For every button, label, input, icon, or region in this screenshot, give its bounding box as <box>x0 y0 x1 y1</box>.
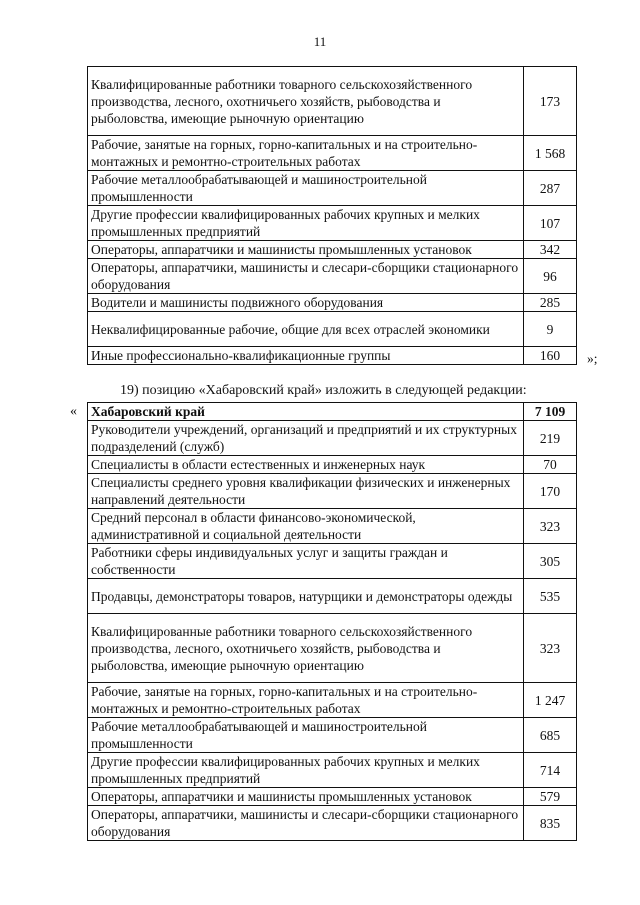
row-label: Рабочие металлообрабатывающей и машиностроительной промышленности <box>88 718 524 753</box>
row-label: Специалисты в области естественных и инженерных наук <box>88 456 524 474</box>
row-label: Операторы, аппаратчики, машинисты и слесари-сборщики стационарного оборудования <box>88 806 524 841</box>
row-label: Операторы, аппаратчики и машинисты промышленных установок <box>88 788 524 806</box>
table-row <box>88 806 577 841</box>
row-label: Квалифицированные работники товарного сельскохозяйственного производства, лесного, охотничьего хозяйств, рыбоводства и рыболовства, имеющие рыночную ориентацию <box>88 614 524 683</box>
row-label: Иные профессионально-квалификационные группы <box>88 347 524 365</box>
row-value: 170 <box>524 474 577 509</box>
row-label: Другие профессии квалифицированных рабочих крупных и мелких промышленных предприятий <box>88 753 524 788</box>
table-row <box>88 509 577 544</box>
row-label: Руководители учреждений, организаций и предприятий и их структурных подразделений (служб) <box>88 421 524 456</box>
row-value: 96 <box>524 259 577 294</box>
amendment-instruction: 19) позицию «Хабаровский край» изложить в следующей редакции: <box>120 383 527 398</box>
row-value: 535 <box>524 579 577 614</box>
row-label: Рабочие, занятые на горных, горно-капитальных и на строительно-монтажных и ремонтно-строительных работах <box>88 683 524 718</box>
row-value: 1 247 <box>524 683 577 718</box>
occupation-table-khabarovsk <box>87 402 577 841</box>
table-row <box>88 788 577 806</box>
row-value: 107 <box>524 206 577 241</box>
table-row <box>88 718 577 753</box>
table-row <box>88 241 577 259</box>
opening-quote-mark: « <box>70 404 77 419</box>
table-row <box>88 347 577 365</box>
occupation-table-previous-region <box>87 66 577 365</box>
row-value: 323 <box>524 509 577 544</box>
region-total: 7 109 <box>524 403 577 421</box>
table-row <box>88 206 577 241</box>
table-row <box>88 421 577 456</box>
row-value: 1 568 <box>524 136 577 171</box>
row-value: 285 <box>524 294 577 312</box>
row-label: Неквалифицированные рабочие, общие для всех отраслей экономики <box>88 312 524 347</box>
row-label: Другие профессии квалифицированных рабочих крупных и мелких промышленных предприятий <box>88 206 524 241</box>
table-header-row <box>88 403 577 421</box>
row-label: Специалисты среднего уровня квалификации физических и инженерных направлений деятельности <box>88 474 524 509</box>
row-value: 305 <box>524 544 577 579</box>
row-value: 70 <box>524 456 577 474</box>
row-label: Операторы, аппаратчики и машинисты промышленных установок <box>88 241 524 259</box>
table-row <box>88 753 577 788</box>
row-value: 685 <box>524 718 577 753</box>
row-value: 579 <box>524 788 577 806</box>
row-value: 714 <box>524 753 577 788</box>
row-label: Рабочие, занятые на горных, горно-капитальных и на строительно-монтажных и ремонтно-строительных работах <box>88 136 524 171</box>
row-label: Рабочие металлообрабатывающей и машиностроительной промышленности <box>88 171 524 206</box>
table-row <box>88 456 577 474</box>
row-value: 835 <box>524 806 577 841</box>
table-row <box>88 544 577 579</box>
row-label: Квалифицированные работники товарного сельскохозяйственного производства, лесного, охотничьего хозяйств, рыбоводства и рыболовства, имеющие рыночную ориентацию <box>88 67 524 136</box>
table-row <box>88 67 577 136</box>
row-label: Средний персонал в области финансово-экономической, административной и социальной деятельности <box>88 509 524 544</box>
row-label: Продавцы, демонстраторы товаров, натурщики и демонстраторы одежды <box>88 579 524 614</box>
table-row <box>88 579 577 614</box>
table-row <box>88 136 577 171</box>
table-row <box>88 171 577 206</box>
closing-quote-mark: »; <box>587 351 598 366</box>
row-label: Водители и машинисты подвижного оборудования <box>88 294 524 312</box>
table-row <box>88 683 577 718</box>
page-number: 11 <box>313 34 327 49</box>
table-row <box>88 614 577 683</box>
table-row <box>88 259 577 294</box>
row-value: 173 <box>524 67 577 136</box>
row-label: Работники сферы индивидуальных услуг и защиты граждан и собственности <box>88 544 524 579</box>
row-value: 342 <box>524 241 577 259</box>
table-row <box>88 294 577 312</box>
table-row <box>88 312 577 347</box>
table-row <box>88 474 577 509</box>
row-value: 9 <box>524 312 577 347</box>
row-value: 160 <box>524 347 577 365</box>
row-value: 323 <box>524 614 577 683</box>
row-value: 219 <box>524 421 577 456</box>
row-label: Операторы, аппаратчики, машинисты и слесари-сборщики стационарного оборудования <box>88 259 524 294</box>
region-name: Хабаровский край <box>88 403 524 421</box>
row-value: 287 <box>524 171 577 206</box>
